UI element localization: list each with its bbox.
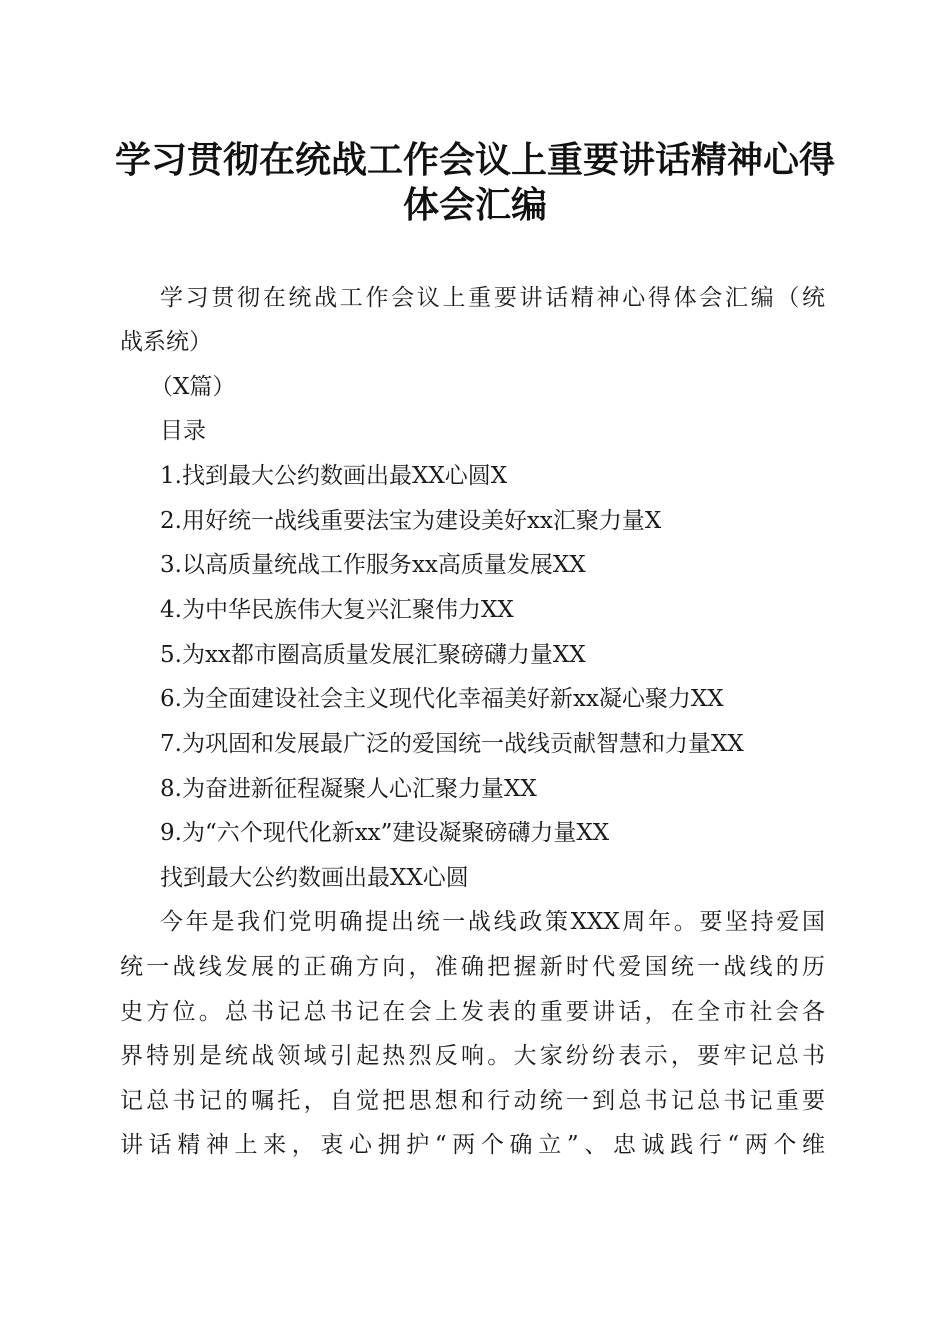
toc-heading: 目录 (160, 418, 206, 444)
document-title-line-2: 体会汇编 (402, 184, 547, 226)
body-line: 讲话精神上来，衷心拥护“两个确立”、忠诚践行“两个维 (120, 1132, 825, 1158)
toc-item: 4.为中华民族伟大复兴汇聚伟力XX (160, 597, 514, 623)
body-line: 统一战线发展的正确方向，准确把握新时代爱国统一战线的历 (120, 954, 825, 980)
body-line: 史方位。总书记总书记在会上发表的重要讲话，在全市社会各 (120, 999, 825, 1025)
body-line: 记总书记的嘱托，自觉把思想和行动统一到总书记总书记重要 (120, 1088, 825, 1114)
body-line: 界特别是统战领域引起热烈反响。大家纷纷表示，要牢记总书 (120, 1043, 825, 1069)
intro-line-1: 学习贯彻在统战工作会议上重要讲话精神心得体会汇编（统 (160, 285, 825, 311)
toc-item: 8.为奋进新征程凝聚人心汇聚力量XX (160, 776, 537, 802)
section-heading: 找到最大公约数画出最XX心圆 (160, 865, 469, 891)
toc-item: 3.以高质量统战工作服务xx高质量发展XX (160, 552, 586, 578)
toc-item: 6.为全面建设社会主义现代化幸福美好新xx凝心聚力XX (160, 686, 724, 712)
toc-item: 2.用好统一战线重要法宝为建设美好xx汇聚力量X (160, 508, 662, 534)
count-note: （X篇） (150, 374, 236, 400)
intro-line-2: 战系统） (120, 329, 212, 355)
toc-item: 7.为巩固和发展最广泛的爱国统一战线贡献智慧和力量XX (160, 731, 744, 757)
toc-item: 5.为xx都市圈高质量发展汇聚磅礴力量XX (160, 642, 586, 668)
document-title-line-1: 学习贯彻在统战工作会议上重要讲话精神心得 (114, 139, 835, 181)
body-line: 今年是我们党明确提出统一战线政策XXX周年。要坚持爱国 (160, 909, 825, 935)
toc-item: 9.为“六个现代化新xx”建设凝聚磅礴力量XX (160, 820, 610, 846)
toc-item: 1.找到最大公约数画出最XX心圆X (160, 463, 508, 489)
